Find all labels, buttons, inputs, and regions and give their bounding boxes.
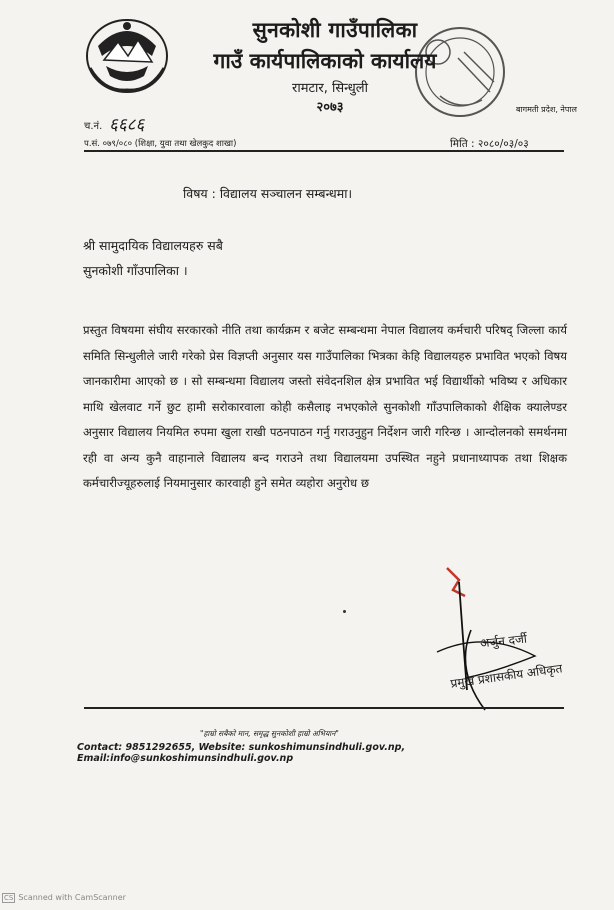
patra-sankhya: प.सं. ०७९/०८० (शिक्षा, युवा तथा खेलकुद शाखा)	[84, 139, 237, 149]
camscanner-text: Scanned with CamScanner	[18, 893, 126, 902]
footer-motto: "हाम्रो सबैको मान, समृद्ध सुनकोशी हाम्रो अभियान"	[200, 729, 339, 738]
office-address: रामटार, सिन्धुली	[292, 81, 368, 96]
contact-line: Contact: 9851292655, Website: sunkoshimunsindhuli.gov.np, Email:info@sunkoshimunsindhuli.gov.np	[77, 742, 406, 764]
municipality-title: सुनकोशी गाउँपालिका	[252, 17, 418, 42]
chalani-label: च.नं.	[84, 121, 103, 132]
header-divider	[84, 150, 564, 152]
province-text: बागमती प्रदेश, नेपाल	[516, 105, 577, 114]
recipient-line-1: श्री सामुदायिक विद्यालयहरु सबै	[83, 238, 223, 253]
camscanner-badge: CS	[4, 894, 14, 902]
stray-mark	[343, 610, 346, 613]
signatory-title: प्रमुख प्रशासकीय अधिकृत	[449, 661, 564, 691]
letter-date: मिति : २०८०/०३/०३	[450, 138, 529, 150]
establishment-year: २०७३	[316, 100, 344, 115]
office-title: गाउँ कार्यपालिकाको कार्यालय	[213, 48, 437, 73]
nepal-emblem-icon	[84, 16, 170, 96]
chalani-number: ६६८६	[109, 115, 145, 135]
footer-divider	[84, 707, 564, 709]
letter-body: प्रस्तुत विषयमा संघीय सरकारको नीति तथा कार्यक्रम र बजेट सम्बन्धमा नेपाल विद्यालय कर्मचारी परिषद् जिल्ला कार्य समिति सिन्धुलीले जारी गरेको प्रेस विज्ञप्ती अनुसार यस गाउँपालिका भित्रका केहि विद्यालयहरु प्रभावित भएको विषय जानकारीमा आएको छ । सो सम्बन्धमा विद्यालय जस्तो संवेदनशिल क्षेत्र प्रभावित भई विद्यार्थीको भविष्य र अधिकार माथि खेलवाट गर्ने छुट हामी सरोकारवाला कोही कसैलाइ नभएकोले सुनकोशी गाँउपालिकाको शैक्षिक क्यालेण्डर अनुसार विद्यालय नियमित रुपमा खुला राखी पठनपाठन गर्नु गराउनुहुन निर्देशन जारी गरिन्छ । आन्दोलनको समर्थनमा रही वा अन्य कुनै वाहानाले विद्यालय बन्द गराउने तथा विद्यालयमा उपस्थित नहुने प्रधानाध्यापक तथा शिक्षक कर्मचारीज्यूहरुलाई नियमानुसार कारवाही हुने समेत व्यहोरा अनुरोध छ	[83, 323, 567, 490]
recipient-line-2: सुनकोशी गाँउपालिका ।	[83, 263, 188, 278]
signatory-name: अर्जुन दर्जी	[479, 631, 528, 651]
subject-line: विषय : विद्यालय सञ्चालन सम्बन्धमा।	[183, 186, 353, 201]
camscanner-watermark	[2, 893, 126, 903]
